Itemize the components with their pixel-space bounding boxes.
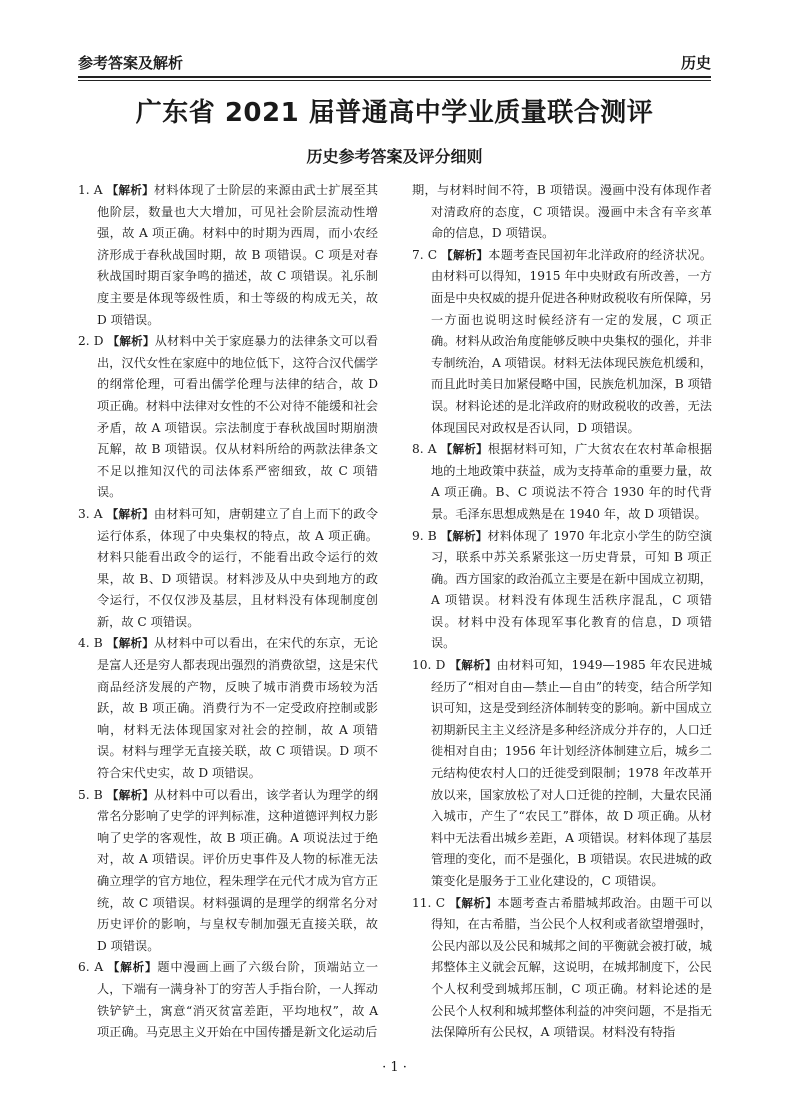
analysis-tag: 【解析】 <box>106 183 154 197</box>
left-column <box>78 180 378 1044</box>
header-left-title: 参考答案及解析 <box>78 54 184 72</box>
answer-item: 1. A 【解析】材料体现了士阶层的来源由武士扩展至其他阶层，数量也大大增加，可见社会阶层流动性增强，故 A 项正确。材料中的时期为西周，而小农经济形成于春秋战国时期，故 B 项错误。C 项是对春秋战国时期百家争鸣的描述，故 C 项错误。礼乐制度主要是体现等级性质，和士等级的构成无关，故 D 项错误。 <box>78 183 379 327</box>
header-rule-thin <box>78 80 711 81</box>
header-subject: 历史 <box>680 54 711 72</box>
analysis-tag: 【解析】 <box>107 334 155 349</box>
analysis-tag: 【解析】 <box>440 442 488 457</box>
answer-item: 2. D 【解析】从材料中关于家庭暴力的法律条文可以看出，汉代女性在家庭中的地位低下，这符合汉代儒学的纲常伦理，可看出儒学伦理与法律的结合，故 D 项正确。材料中法律对女性的不公对待不能缓和社会矛盾，故 A 项错误。宗法制度于春秋战国时期崩溃瓦解，故 B 项错误。仅从材料所给的两款法律条文不足以推知汉代的司法体系严密细致，故 C 项错误。 <box>78 334 379 500</box>
answer-item: 3. A 【解析】由材料可知，唐朝建立了自上而下的政令运行体系，体现了中央集权的特点，故 A 项正确。材料只能看出政令的运行，不能看出政令运行的效果，故 B、D 项错误。材料涉及从中央到地方的政令运行，不仅仅涉及基层，且材料没有体现制度创新，故 C 项错误。 <box>78 506 379 629</box>
document-title: 广东省 2021 届普通高中学业质量联合测评 <box>135 98 654 128</box>
analysis-tag: 【解析】 <box>106 636 155 651</box>
answer-item: 10. D 【解析】由材料可知，1949—1985 年农民进城经历了“相对自由—禁止—自由”的转变，结合所学知识可知，这是受到经济体制转变的影响。新中国成立初期新民主主义经济是多种经济成分并存的，人口迁徙相对自由；1956 年计划经济体制建立后，城乡二元结构使农村人口的迁徙受到限制；1978 年改革开放以来，国家放松了对人口迁徙的控制，大量农民涌入城市，产生了“农民工”群体，故 D 项正确。从材料中无法看出城乡差距，A 项错误。材料体现了基层管理的变化，而不是强化，B 项错误。农民进城的政策变化是服务于工业化建设的，C 项错误。 <box>412 658 713 888</box>
answer-item: 6. A 【解析】题中漫画上画了六级台阶，顶端站立一人，下端有一满身补丁的穷苦人手指台阶，一人挥动铁铲铲土，寓意“消灭贫富差距，平均地权”，故 A 项正确。马克思主义开始在中国传播是新文化运动后 <box>78 960 379 1040</box>
analysis-tag: 【解析】 <box>440 528 488 543</box>
answer-item: 7. C 【解析】本题考查民国初年北洋政府的经济状况。由材料可以得知，1915 年中央财政有所改善，一方面是中央权威的提升促进各种财政税收有所保障，另一方面也说明这时候经济有一定的发展，C 项正确。材料从政治角度能够反映中央集权的强化，并非专制统治，A 项错误。材料无法体现民族危机缓和，而且此时美日加紧侵略中国，民族危机加深，B 项错误。材料论述的是北洋政府的财政税收的改善，无法体现国民对政权是否认同，D 项错误。 <box>412 247 713 435</box>
page-header <box>78 44 711 80</box>
analysis-tag: 【解析】 <box>107 960 158 975</box>
header-rule-thick <box>78 76 711 78</box>
right-column <box>412 180 712 1044</box>
answer-continuation: 期，与材料时间不符，B 项错误。漫画中没有体现作者对清政府的态度，C 项错误。漫画中未含有辛亥革命的信息，D 项错误。 <box>412 183 712 241</box>
answer-item: 5. B 【解析】从材料中可以看出，该学者认为理学的纲常名分影响了史学的评判标准，这种道德评判权力影响了史学的客观性，故 B 项正确。A 项说法过于绝对，故 A 项错误。评价历史事件及人物的标准无法确立理学的官方地位，程朱理学在元代才成为官方正统，故 C 项错误。材料强调的是理学的纲常名分对历史评价的影响，与皇权专制加强无直接关联，故 D 项错误。 <box>78 787 379 953</box>
answer-item: 4. B 【解析】从材料中可以看出，在宋代的东京，无论是富人还是穷人都表现出强烈的消费欲望，这是宋代商品经济发展的产物，反映了城市消费市场较为活跃，故 B 项正确。消费行为不一定受政府控制或影响，材料无法体现国家对社会的控制，故 A 项错误。材料与理学无直接关联，故 C 项错误。D 项不符合宋代史实，故 D 项错误。 <box>78 636 379 781</box>
analysis-tag: 【解析】 <box>106 787 155 802</box>
document-subtitle: 历史参考答案及评分细则 <box>306 147 483 166</box>
answer-item: 11. C 【解析】本题考查古希腊城邦政治。由题干可以得知，在古希腊，当公民个人权利或者欲望增强时，公民内部以及公民和城邦之间的平衡就会被打破，城邦整体主义就会瓦解，这说明，在城邦制度下，公民个人权利受到城邦压制，C 项正确。材料论述的是公民个人权利和城邦整体利益的冲突问题，不是指无法保障所有公民权，A 项错误。材料没有特指 <box>412 895 713 1040</box>
analysis-tag: 【解析】 <box>449 895 498 910</box>
answer-item: 9. B 【解析】材料体现了 1970 年北京小学生的防空演习，联系中苏关系紧张这一历史背景，可知 B 项正确。西方国家的政治孤立主要是在新中国成立初期，A 项错误。材料没有体现生活秩序混乱，C 项错误。材料中没有体现军事化教育的信息，D 项错误。 <box>412 528 713 651</box>
analysis-tag: 【解析】 <box>449 658 497 673</box>
analysis-tag: 【解析】 <box>441 247 489 262</box>
analysis-tag: 【解析】 <box>106 506 154 521</box>
page-number: · 1 · <box>382 1060 407 1075</box>
answer-item: 8. A 【解析】根据材料可知，广大贫农在农村革命根据地的土地政策中获益，成为支持革命的重要力量，故 A 项正确。B、C 项说法不符合 1930 年的时代背景。毛泽东思想成熟是在 1940 年，故 D 项错误。 <box>412 442 713 521</box>
